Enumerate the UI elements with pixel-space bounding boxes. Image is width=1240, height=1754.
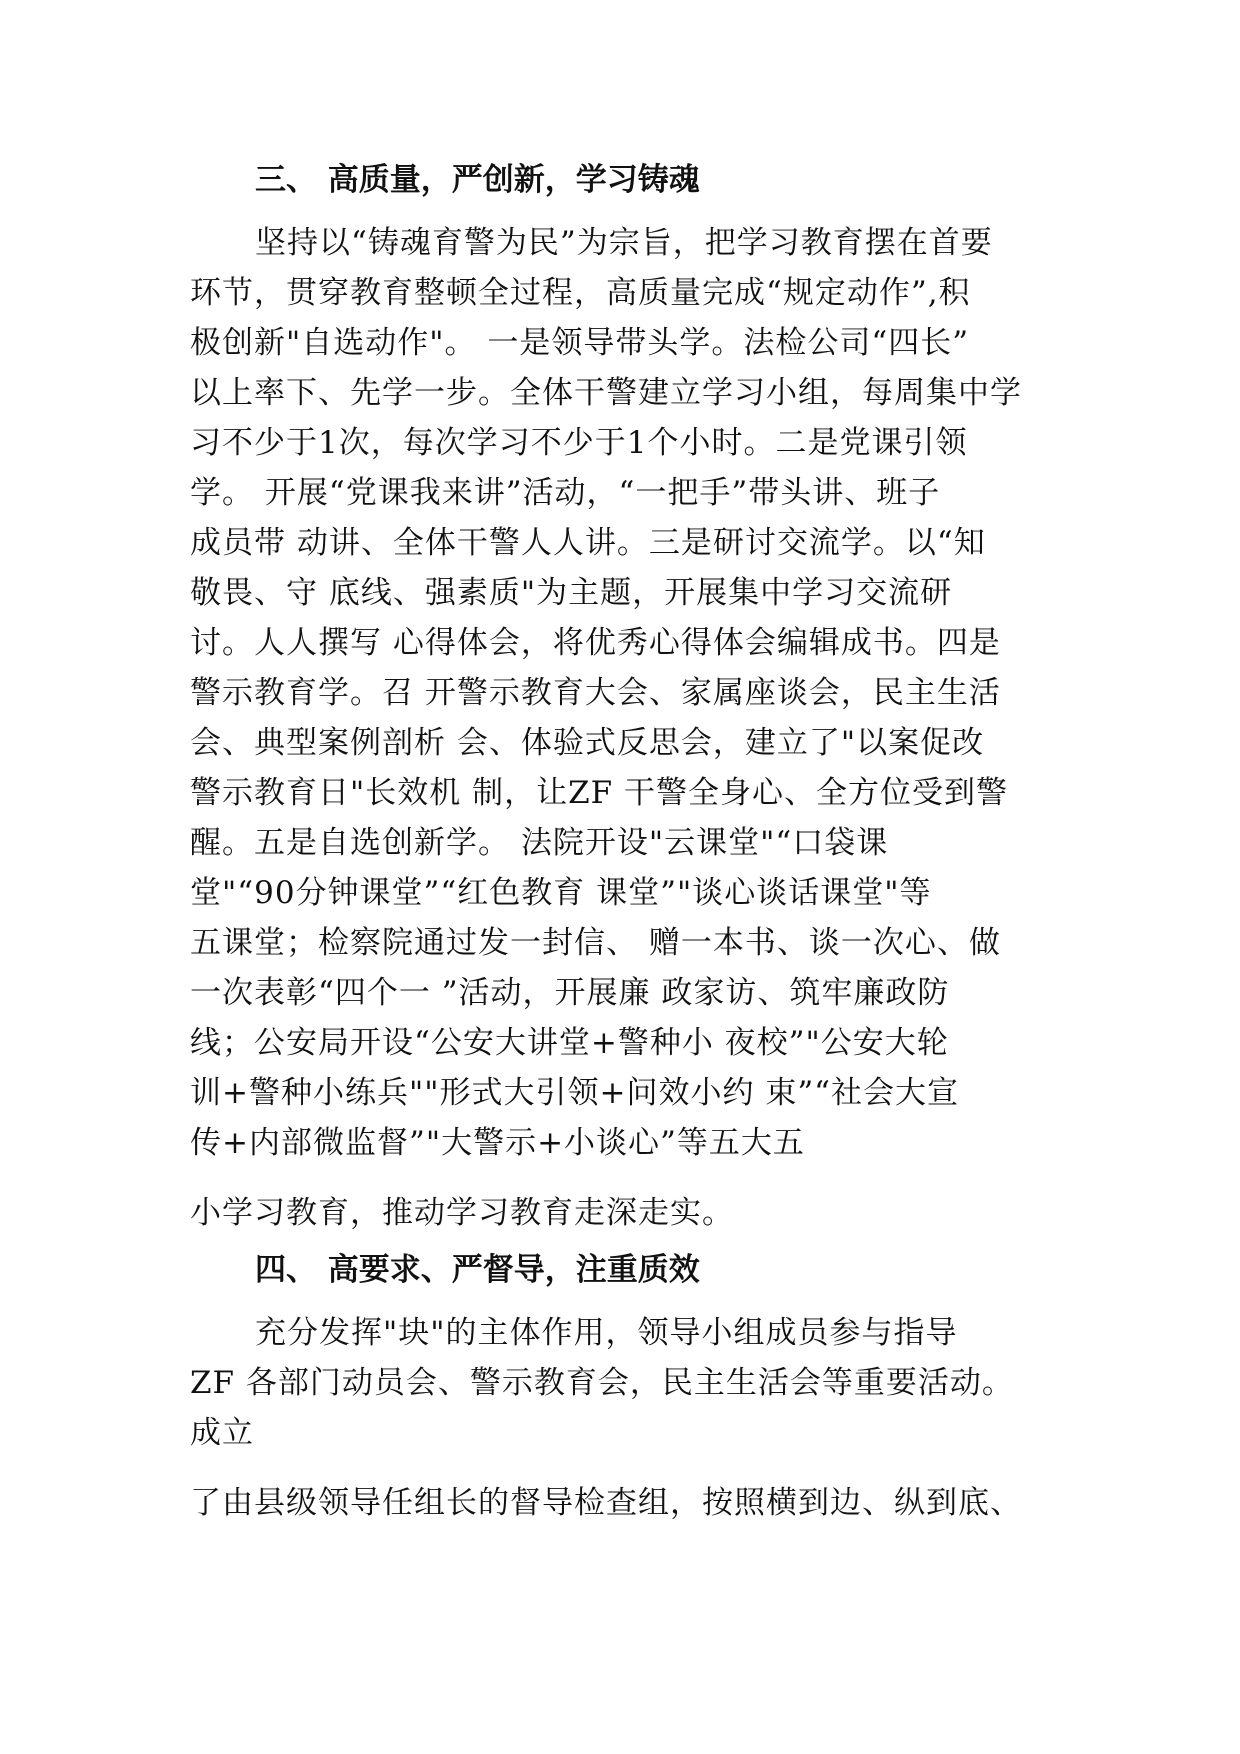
paragraph-line: 醒。五是自选创新学。 法院开设"云课堂"“口袋课	[190, 825, 889, 861]
paragraph-line: 以上率下、先学一步。全体干警建立学习小组，每周集中学	[190, 375, 1022, 411]
paragraph-line: ZF 各部门动员会、警示教育会，民主生活会等重要活动。	[190, 1365, 1014, 1401]
paragraph-line: 线；公安局开设“公安大讲堂+警种小 夜校”"公安大轮	[190, 1025, 949, 1061]
paragraph-line: 五课堂；检察院通过发一封信、 赠一本书、谈一次心、做	[190, 925, 1001, 961]
paragraph-line: 成员带 动讲、全体干警人人讲。三是研讨交流学。以“知	[190, 525, 986, 561]
paragraph-line: 训+警种小练兵""形式大引领+问效小约 束”“社会大宣	[190, 1075, 960, 1111]
section-4-heading: 四、 高要求、严督导，注重质效	[255, 1252, 700, 1288]
paragraph-line: 充分发挥"块"的主体作用，领导小组成员参与指导	[255, 1315, 958, 1351]
paragraph-line: 坚持以“铸魂育警为民”为宗旨，把学习教育摆在首要	[255, 225, 993, 261]
paragraph-line: 会、典型案例剖析 会、体验式反思会，建立了"以案促改	[190, 725, 985, 761]
section-3-heading: 三、 高质量，严创新，学习铸魂	[255, 162, 700, 198]
paragraph-line: 成立	[190, 1415, 254, 1451]
paragraph-line: 了由县级领导任组长的督导检查组，按照横到边、纵到底、	[190, 1485, 1022, 1521]
paragraph-line: 学。 开展“党课我来讲”活动，“一把手”带头讲、班子	[190, 475, 941, 511]
paragraph-line: 小学习教育，推动学习教育走深走实。	[190, 1195, 734, 1231]
paragraph-line: 一次表彰“四个一 ”活动，开展廉 政家访、筑牢廉政防	[190, 975, 950, 1011]
paragraph-line: 敬畏、守 底线、强素质"为主题，开展集中学习交流研	[190, 575, 953, 611]
paragraph-line: 警示教育学。召 开警示教育大会、家属座谈会，民主生活	[190, 675, 1001, 711]
paragraph-line: 堂"“90分钟课堂”“红色教育 课堂”"谈心谈话课堂"等	[190, 875, 932, 911]
paragraph-line: 极创新"自选动作"。 一是领导带头学。法检公司“四长”	[190, 325, 970, 361]
paragraph-line: 习不少于1次，每次学习不少于1个小时。二是党课引领	[190, 425, 968, 461]
paragraph-line: 环节，贯穿教育整顿全过程，高质量完成“规定动作”,积	[190, 275, 971, 311]
paragraph-line: 警示教育日"长效机 制，让ZF 干警全身心、全方位受到警	[190, 775, 1009, 811]
paragraph-line: 讨。人人撰写 心得体会，将优秀心得体会编辑成书。四是	[190, 625, 1001, 661]
paragraph-line: 传+内部微监督”"大警示+小谈心”等五大五	[190, 1125, 805, 1161]
